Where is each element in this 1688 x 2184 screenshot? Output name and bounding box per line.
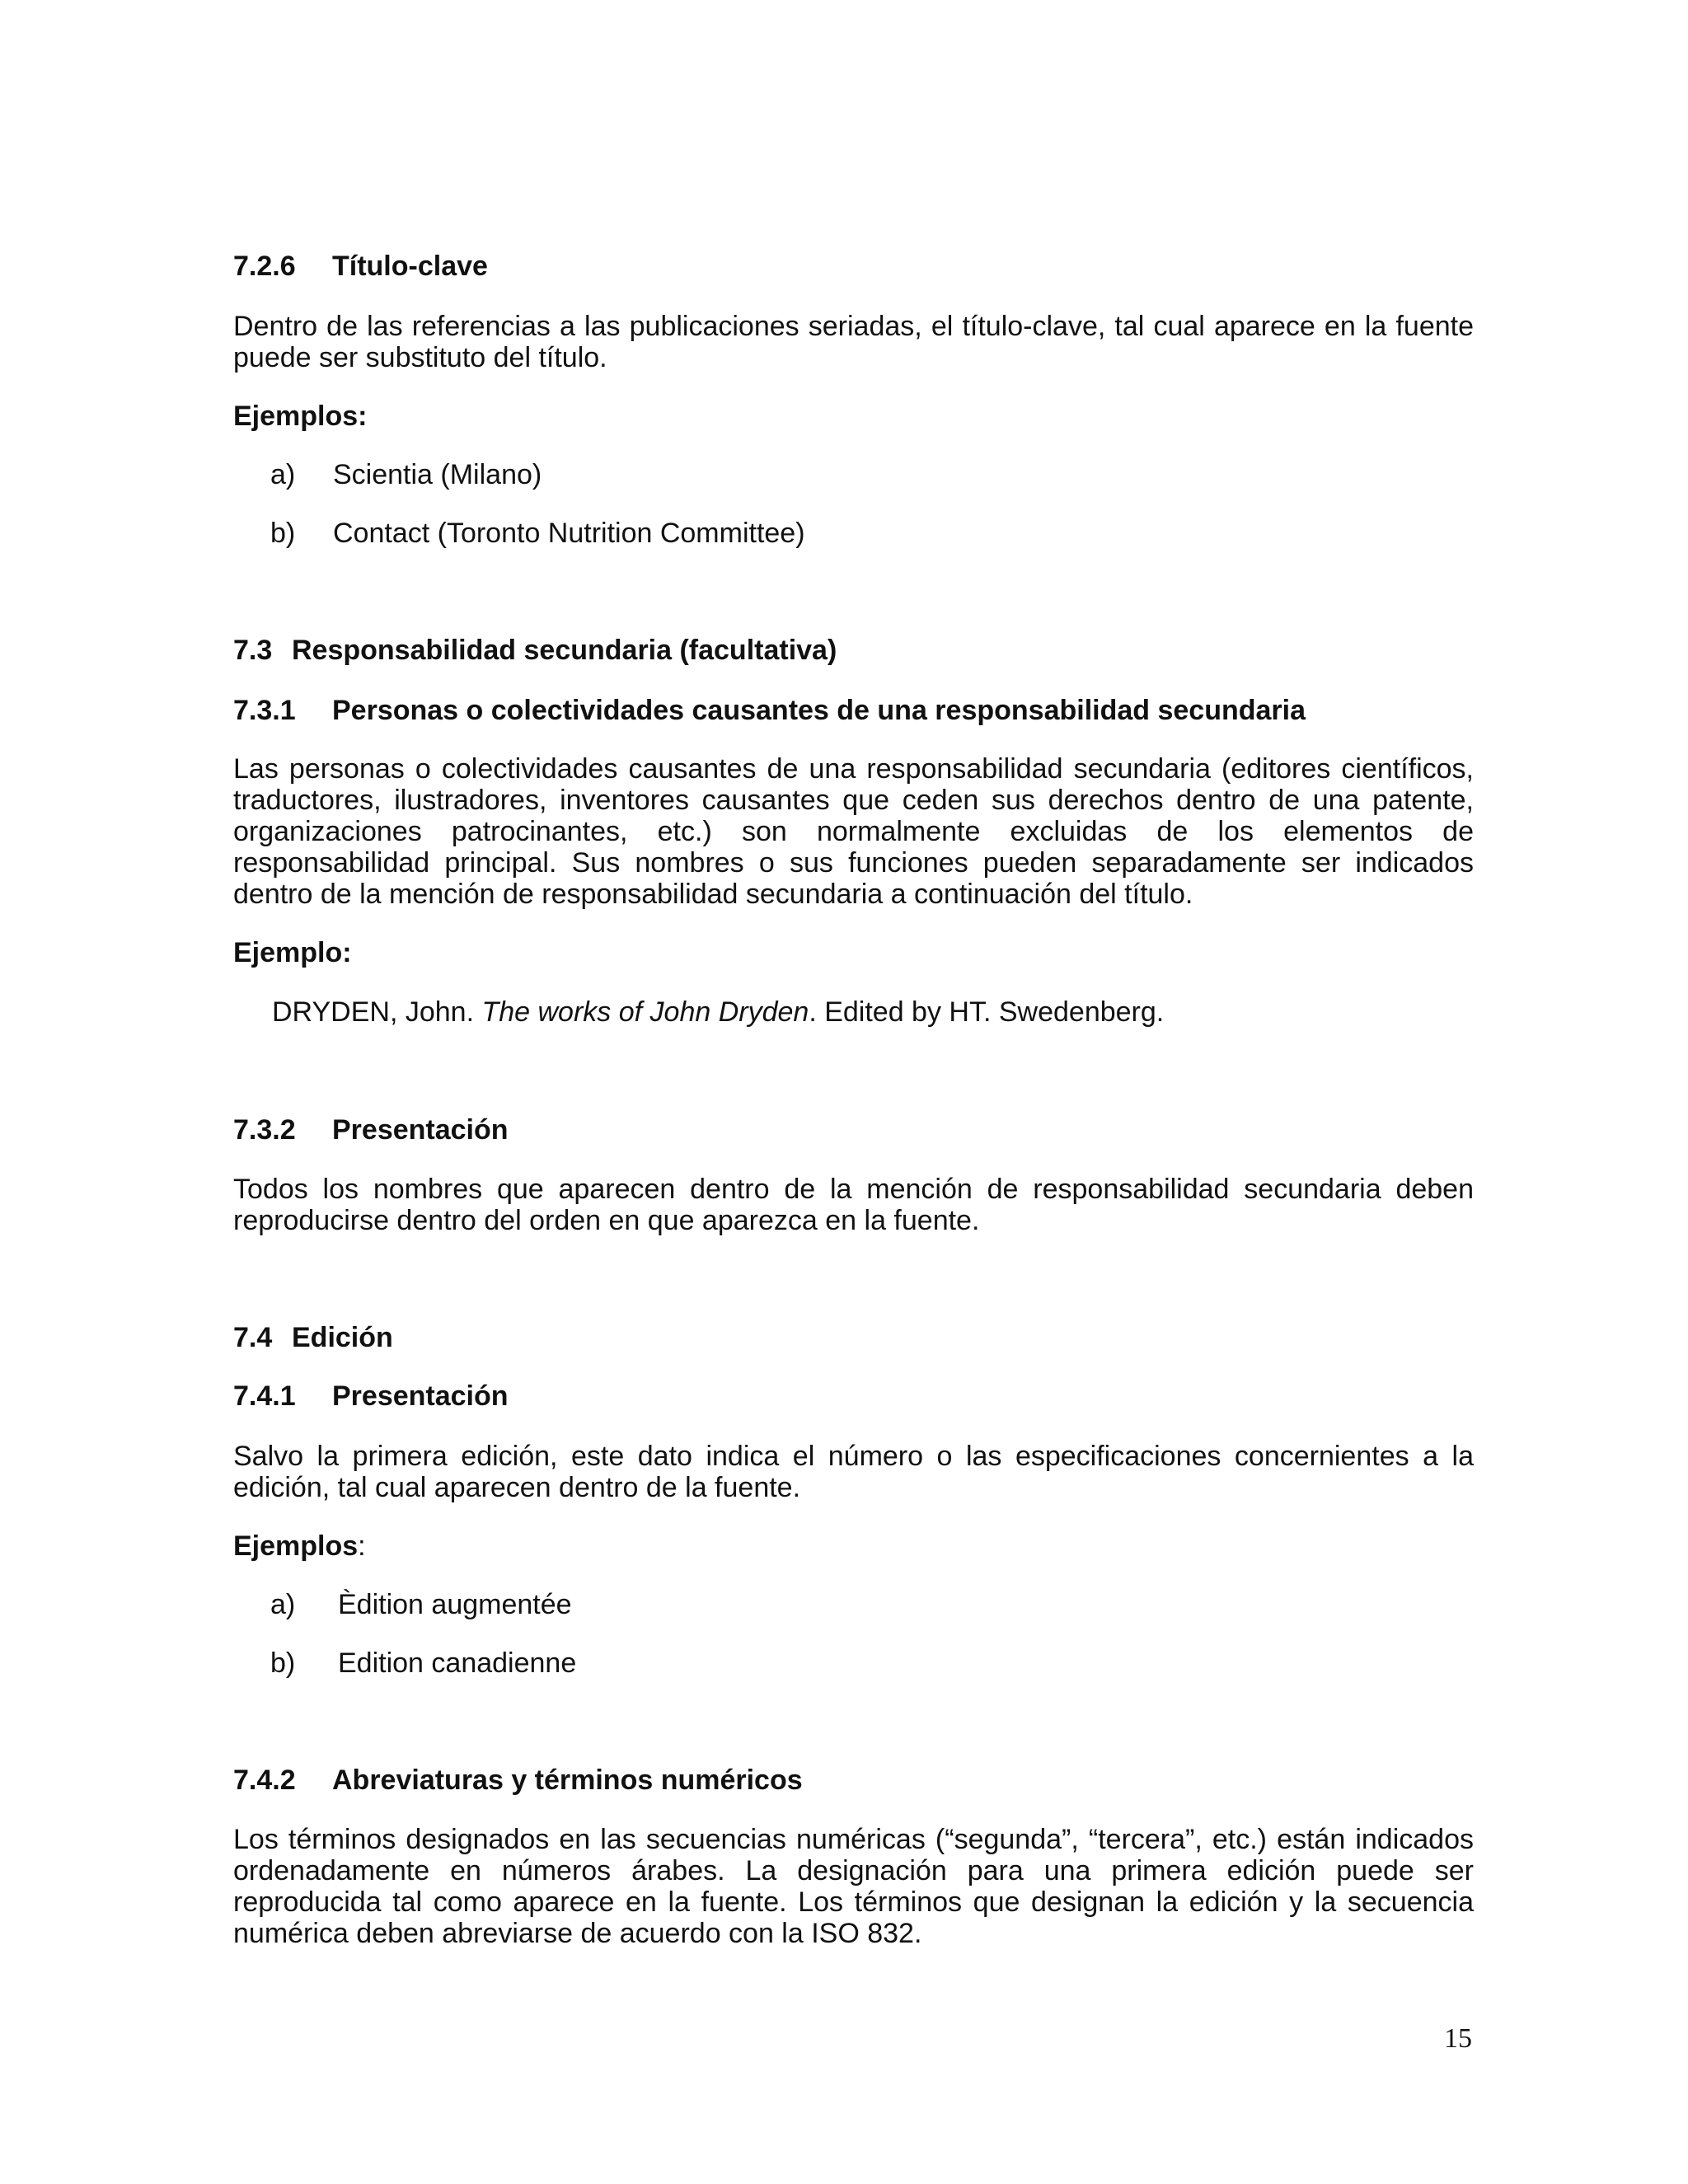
heading-title: Personas o colectividades causantes de una responsabilidad secundaria [332,695,1306,726]
paragraph-7-3-1: Las personas o colectividades causantes de una responsabilidad secundaria (editores científicos, traductores, ilustradores, inventores causantes que ceden sus derechos dentro de una patente, organizaciones patrocinantes, etc.) son normalmente excluidas de los elementos de responsabilidad principal. Sus nombres o sus funciones pueden separadamente ser indicados dentro de la mención de responsabilidad secundaria a continuación del título. [233,753,1474,910]
heading-title: Abreviaturas y términos numéricos [332,1765,803,1796]
heading-7-3-1 [233,695,1306,726]
list-text: Contact (Toronto Nutrition Committee) [333,518,805,549]
heading-7-2-6 [233,251,488,282]
heading-7-4 [233,1322,393,1353]
heading-number: 7.3 [233,635,273,666]
heading-number: 7.4 [233,1322,273,1353]
examples-label-text: Ejemplos [233,1530,359,1562]
heading-7-3-2 [233,1114,509,1146]
list-marker: a) [270,1589,296,1620]
example-citation [272,996,1164,1028]
examples-label-7-4-1 [233,1530,366,1562]
heading-7-4-2 [233,1765,803,1796]
list-marker: a) [270,459,296,490]
list-text: Edition canadienne [338,1647,577,1679]
list-text: Scientia (Milano) [333,459,542,490]
example-label-7-3-1: Ejemplo: [233,937,352,968]
heading-number: 7.2.6 [233,251,296,282]
heading-number: 7.3.1 [233,695,296,726]
examples-label-colon: : [358,1530,366,1562]
heading-title: Título-clave [332,251,488,282]
paragraph-7-3-2: Todos los nombres que aparecen dentro de la mención de responsabilidad secundaria deben reproducirse dentro del orden en que aparezca en la fuente. [233,1174,1474,1236]
heading-7-4-1 [233,1380,509,1412]
paragraph-7-4-1: Salvo la primera edición, este dato indica el número o las especificaciones concernientes a la edición, tal cual aparecen dentro de la fuente. [233,1441,1474,1503]
list-marker: b) [270,1647,296,1679]
heading-number: 7.4.1 [233,1380,296,1412]
heading-title: Presentación [332,1380,509,1412]
citation-author: DRYDEN, John. [272,996,482,1028]
examples-label-7-2-6: Ejemplos: [233,401,368,432]
heading-number: 7.4.2 [233,1765,296,1796]
heading-title: Responsabilidad secundaria (facultativa) [292,635,837,666]
citation-title: The works of John Dryden [481,996,809,1028]
page-number: 15 [1444,2023,1472,2054]
heading-title: Edición [292,1322,393,1353]
list-marker: b) [270,518,296,549]
paragraph-7-4-2: Los términos designados en las secuencias numéricas (“segunda”, “tercera”, etc.) están indicados ordenadamente en números árabes. La designación para una primera edición puede ser reproducida tal como aparece en la fuente. Los términos que designan la edición y la secuencia numérica deben abreviarse de acuerdo con la ISO 832. [233,1824,1474,1949]
heading-7-3 [233,635,837,666]
citation-rest: . Edited by HT. Swedenberg. [809,996,1165,1028]
list-text: Èdition augmentée [338,1589,572,1620]
heading-number: 7.3.2 [233,1114,296,1146]
heading-title: Presentación [332,1114,509,1146]
paragraph-7-2-6: Dentro de las referencias a las publicaciones seriadas, el título-clave, tal cual aparece en la fuente puede ser substituto del título. [233,311,1474,373]
